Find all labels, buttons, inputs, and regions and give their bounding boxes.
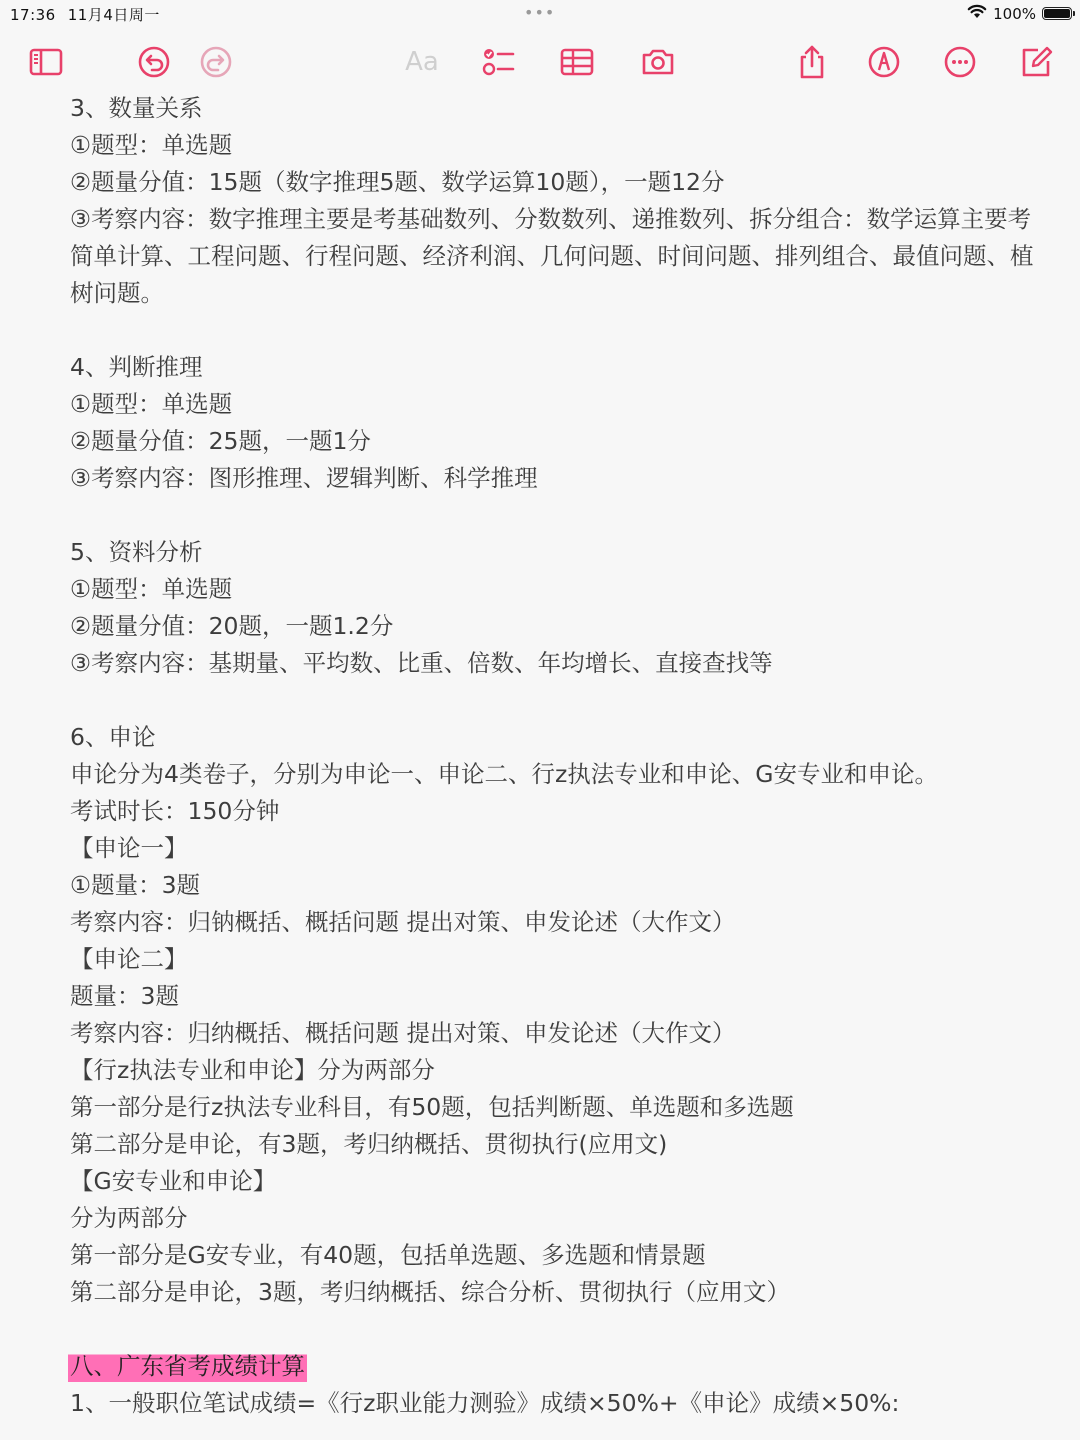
status-date: 11月4日周一 xyxy=(67,6,160,24)
essay-paper-part: 第二部分是申论，有3题，考归纳概括、贯彻执行(应用文) xyxy=(70,1130,668,1158)
essay-paper-part: 第二部分是申论，3题，考归纳概括、综合分析、贯彻执行（应用文） xyxy=(70,1278,790,1306)
question-score: ②题量分值：15题（数字推理5题、数学运算10题），一题12分 xyxy=(70,168,725,196)
blank-line xyxy=(70,312,1050,349)
status-bar xyxy=(0,0,1080,28)
blank-line xyxy=(70,682,1050,719)
essay-paper-title: 【行z执法专业和申论】分为两部分 xyxy=(70,1056,435,1084)
question-score: ②题量分值：20题，一题1.2分 xyxy=(70,612,394,640)
section-title: 3、数量关系 xyxy=(70,94,203,122)
camera-icon[interactable] xyxy=(638,42,678,82)
multitasking-dots[interactable]: ••• xyxy=(524,3,556,22)
battery-icon xyxy=(1042,7,1072,20)
text-format-icon[interactable]: Aa xyxy=(405,47,439,77)
notes-toolbar xyxy=(0,36,1080,88)
wifi-icon xyxy=(967,4,987,23)
essay-paper-part: 第一部分是G安专业，有40题，包括单选题、多选题和情景题 xyxy=(70,1241,706,1269)
question-type: ①题型：单选题 xyxy=(70,575,233,603)
battery-percent: 100% xyxy=(993,4,1036,23)
section-title: 5、资料分析 xyxy=(70,538,203,566)
status-right-cluster xyxy=(967,4,1072,23)
question-score: ②题量分值：25题，一题1分 xyxy=(70,427,371,455)
question-content: ③考察内容：图形推理、逻辑判断、科学推理 xyxy=(70,464,538,492)
score-formula: 1、一般职位笔试成绩=《行z职业能力测验》成绩×50%+《申论》成绩×50%: xyxy=(70,1389,900,1417)
essay-paper-title: 【申论二】 xyxy=(70,945,188,973)
compose-icon[interactable] xyxy=(1016,42,1056,82)
markup-icon[interactable] xyxy=(864,42,904,82)
essay-paper-split: 分为两部分 xyxy=(70,1204,188,1232)
question-type: ①题型：单选题 xyxy=(70,390,233,418)
question-content: ③考察内容：基期量、平均数、比重、倍数、年均增长、直接查找等 xyxy=(70,649,773,677)
essay-paper-part: 第一部分是行z执法专业科目，有50题，包括判断题、单选题和多选题 xyxy=(70,1093,794,1121)
section-title: 4、判断推理 xyxy=(70,353,203,381)
blank-line xyxy=(70,1311,1050,1348)
more-icon[interactable] xyxy=(940,42,980,82)
essay-paper-count: ①题量：3题 xyxy=(70,871,201,899)
essay-paper-content: 考察内容：归纳概括、概括问题 提出对策、申发论述（大作文） xyxy=(70,1019,736,1047)
essay-intro: 申论分为4类卷子，分别为申论一、申论二、行z执法专业和申论、G安专业和申论。 xyxy=(70,760,938,788)
table-icon[interactable] xyxy=(557,42,597,82)
highlighted-heading-row xyxy=(70,1348,1050,1385)
share-icon[interactable] xyxy=(792,42,832,82)
essay-paper-count: 题量：3题 xyxy=(70,982,179,1010)
essay-paper-content: 考察内容：归钠概括、概括问题 提出对策、申发论述（大作文） xyxy=(70,908,736,936)
question-content: ③考察内容：数字推理主要是考基础数列、分数数列、递推数列、拆分组合：数学运算主要考简单计算、工程问题、行程问题、经济利润、几何问题、时间问题、排列组合、最值问题、植树问题。 xyxy=(70,205,1034,307)
status-time-date xyxy=(10,4,172,25)
redo-icon[interactable] xyxy=(196,42,236,82)
undo-icon[interactable] xyxy=(134,42,174,82)
essay-paper-title: 【G安专业和申论】 xyxy=(70,1167,277,1195)
status-time: 17:36 xyxy=(10,6,56,24)
checklist-icon[interactable] xyxy=(478,42,518,82)
section-title: 6、申论 xyxy=(70,723,156,751)
essay-duration: 考试时长：150分钟 xyxy=(70,797,280,825)
question-type: ①题型：单选题 xyxy=(70,131,233,159)
sidebar-icon[interactable] xyxy=(26,42,66,82)
essay-paper-title: 【申论一】 xyxy=(70,834,188,862)
note-body[interactable] xyxy=(70,90,1050,1422)
blank-line xyxy=(70,497,1050,534)
highlighted-heading: 八、广东省考成绩计算 xyxy=(68,1348,307,1385)
